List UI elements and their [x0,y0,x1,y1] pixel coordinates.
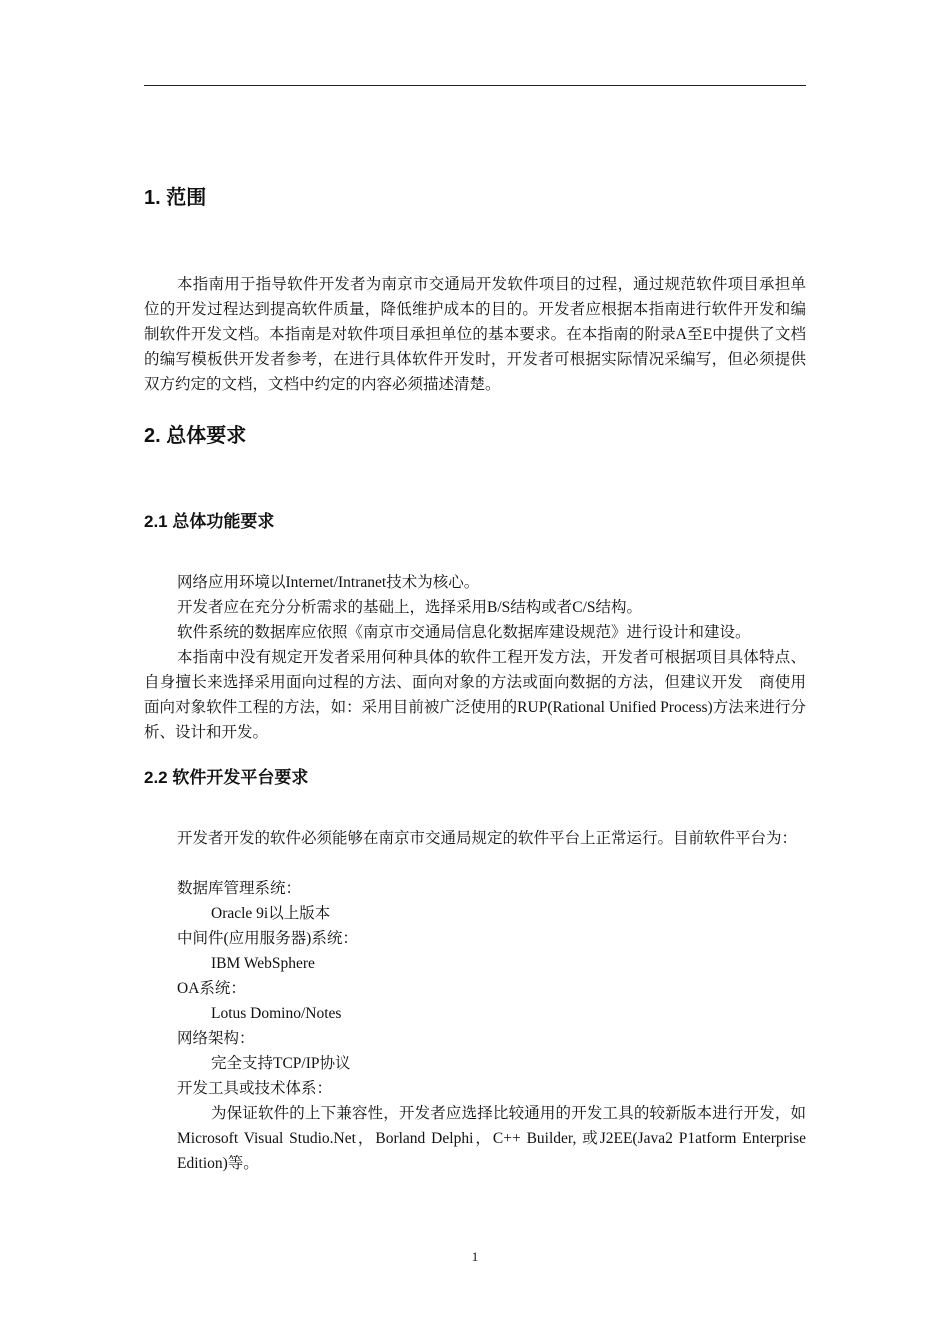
section-2-1-paragraph: 本指南中没有规定开发者采用何种具体的软件工程开发方法，开发者可根据项目具体特点、自身擅长来选择采用面向过程的方法、面向对象的方法或面向数据的方法，但建议开发 商使用面向对象软件工程的方法，如：采用目前被广泛使用的RUP(Rational Unified Process)方法来进行分析、设计和开发。 [144,649,806,741]
platform-item-label: 中间件(应用服务器)系统： [177,930,358,947]
section-2-2-heading: 2.2 软件开发平台要求 [144,768,309,787]
section-1-paragraph: 本指南用于指导软件开发者为南京市交通局开发软件项目的过程，通过规范软件项目承担单位的开发过程达到提高软件质量，降低维护成本的目的。开发者应根据本指南进行软件开发和编制软件开发文档。本指南是对软件项目承担单位的基本要求。在本指南的附录A至E中提供了文档的编写模板供开发者参考，在进行具体软件开发时，开发者可根据实际情况采编写，但必须提供双方约定的文档，文档中约定的内容必须描述清楚。 [144,276,806,393]
platform-item-value: 完全支持TCP/IP协议 [211,1055,351,1072]
tools-paragraph: 为保证软件的上下兼容性，开发者应选择比较通用的开发工具的较新版本进行开发，如Microsoft Visual Studio.Net，Borland Delphi，C++ Builder, 或J2EE(Java2 P1atform Enterprise Edition)等。 [177,1105,806,1172]
platform-item-label: 网络架构： [177,1030,255,1047]
section-2-1-line-3: 软件系统的数据库应依照《南京市交通局信息化数据库建设规范》进行设计和建设。 [177,624,751,641]
header-rule [144,85,806,86]
section-2-2-intro: 开发者开发的软件必须能够在南京市交通局规定的软件平台上正常运行。目前软件平台为： [177,830,798,847]
tools-label: 开发工具或技术体系： [177,1080,333,1097]
section-2-1-line-1: 网络应用环境以Internet/Intranet技术为核心。 [177,574,480,591]
section-1-heading: 1. 范围 [144,187,207,209]
page-number: 1 [471,1249,479,1264]
platform-item-value: IBM WebSphere [211,955,315,972]
section-2-heading: 2. 总体要求 [144,425,247,447]
platform-item-label: OA系统： [177,980,246,997]
section-2-1-heading: 2.1 总体功能要求 [144,512,275,531]
platform-item-value: Oracle 9i以上版本 [211,905,331,922]
section-2-1-line-2: 开发者应在充分分析需求的基础上，选择采用B/S结构或者C/S结构。 [177,599,643,616]
platform-item-value: Lotus Domino/Notes [211,1005,342,1022]
platform-item-label: 数据库管理系统： [177,880,302,897]
